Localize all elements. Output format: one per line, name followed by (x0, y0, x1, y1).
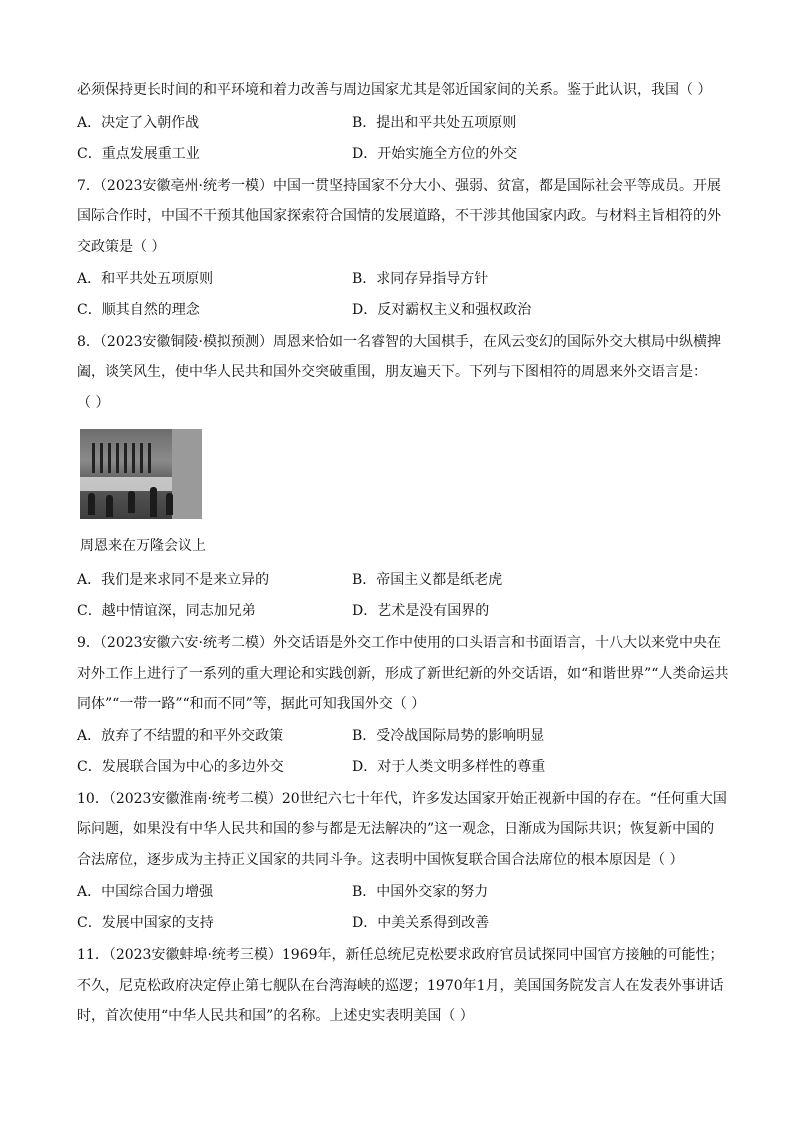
q11-stem-line1: 11．（2023安徽蚌埠·统考三模）1969年，新任总统尼克松要求政府官员试探同中国官方接触的可能性； (77, 947, 724, 963)
q6-option-b: B．提出和平共处五项原则 (352, 115, 517, 131)
q10-stem-line2: 际问题，如果没有中华人民共和国的参与都是无法解决的”这一观念，日渐成为国际共识；恢复新中国的 (77, 821, 715, 837)
q7-stem-line1: 7．（2023安徽亳州·统考一模）中国一贯坚持国家不分大小、强弱、贫富，都是国际社会平等成员。开展 (77, 178, 721, 194)
q6-stem-end: 必须保持更长时间的和平环境和着力改善与周边国家尤其是邻近国家间的关系。鉴于此认识，我国（ ） (77, 82, 712, 98)
q10-option-c: C．发展中国家的支持 (77, 915, 214, 931)
q8-stem-line1: 8．（2023安徽铜陵·模拟预测）周恩来恰如一名睿智的大国棋手，在风云变幻的国际外交大棋局中纵横捭 (77, 334, 721, 350)
q10-option-d: D．中美关系得到改善 (352, 915, 490, 931)
q8-option-b: B．帝国主义都是纸老虎 (352, 572, 503, 588)
q10-option-a: A．中国综合国力增强 (77, 884, 214, 900)
q7-stem-line2: 国际合作时，中国不干预其他国家探索符合国情的发展道路，不干涉其他国家内政。与材料主旨相符的外 (77, 208, 721, 224)
q11-stem-line2: 不久，尼克松政府决定停止第七舰队在台湾海峡的巡逻；1970年1月，美国国务院发言人在发表外事讲话 (77, 978, 724, 994)
q8-option-c: C．越中情谊深，同志加兄弟 (77, 603, 256, 619)
q7-option-a: A．和平共处五项原则 (77, 271, 214, 287)
q9-option-b: B．受冷战国际局势的影响明显 (352, 728, 545, 744)
q7-stem-line3: 交政策是（ ） (77, 239, 166, 255)
q8-stem-line2: 阖，谈笑风生，使中华人民共和国外交突破重围，朋友遍天下。下列与下图相符的周恩来外交语言是： (77, 364, 707, 380)
bandung-conference-photo (80, 429, 202, 519)
q8-option-a: A．我们是来求同不是来立异的 (77, 572, 270, 588)
q9-option-a: A．放弃了不结盟的和平外交政策 (77, 728, 284, 744)
q8-option-d: D．艺术是没有国界的 (352, 603, 490, 619)
photo-caption: 周恩来在万隆会议上 (80, 538, 206, 554)
q9-stem-line2: 对外工作上进行了一系列的重大理论和实践创新，形成了新世纪新的外交话语，如“和谐世界”“人类命运共 (77, 666, 729, 682)
q7-option-d: D．反对霸权主义和强权政治 (352, 302, 532, 318)
q8-stem-line3: （ ） (77, 395, 110, 411)
q9-option-c: C．发展联合国为中心的多边外交 (77, 759, 284, 775)
q9-stem-line1: 9．（2023安徽六安·统考二模）外交话语是外交工作中使用的口头语言和书面语言，十八大以来党中央在 (77, 635, 721, 651)
q6-option-d: D．开始实施全方位的外交 (352, 146, 518, 162)
q11-stem-line3: 时，首次使用“中华人民共和国”的名称。上述史实表明美国（ ） (77, 1008, 474, 1024)
q7-option-b: B．求同存异指导方针 (352, 271, 489, 287)
q9-stem-line3: 同体”“一带一路”“和而不同”等，据此可知我国外交（ ） (77, 696, 426, 712)
q7-option-c: C．顺其自然的理念 (77, 302, 200, 318)
q10-option-b: B．中国外交家的努力 (352, 884, 489, 900)
q10-stem-line3: 合法席位，逐步成为主持正义国家的共同斗争。这表明中国恢复联合国合法席位的根本原因是（ ） (77, 852, 684, 868)
q10-stem-line1: 10．（2023安徽淮南·统考二模）20世纪六七十年代，许多发达国家开始正视新中国的存在。“任何重大国 (77, 791, 727, 807)
q6-option-a: A．决定了入朝作战 (77, 115, 200, 131)
q9-option-d: D．对于人类文明多样性的尊重 (352, 759, 546, 775)
q6-option-c: C．重点发展重工业 (77, 146, 200, 162)
